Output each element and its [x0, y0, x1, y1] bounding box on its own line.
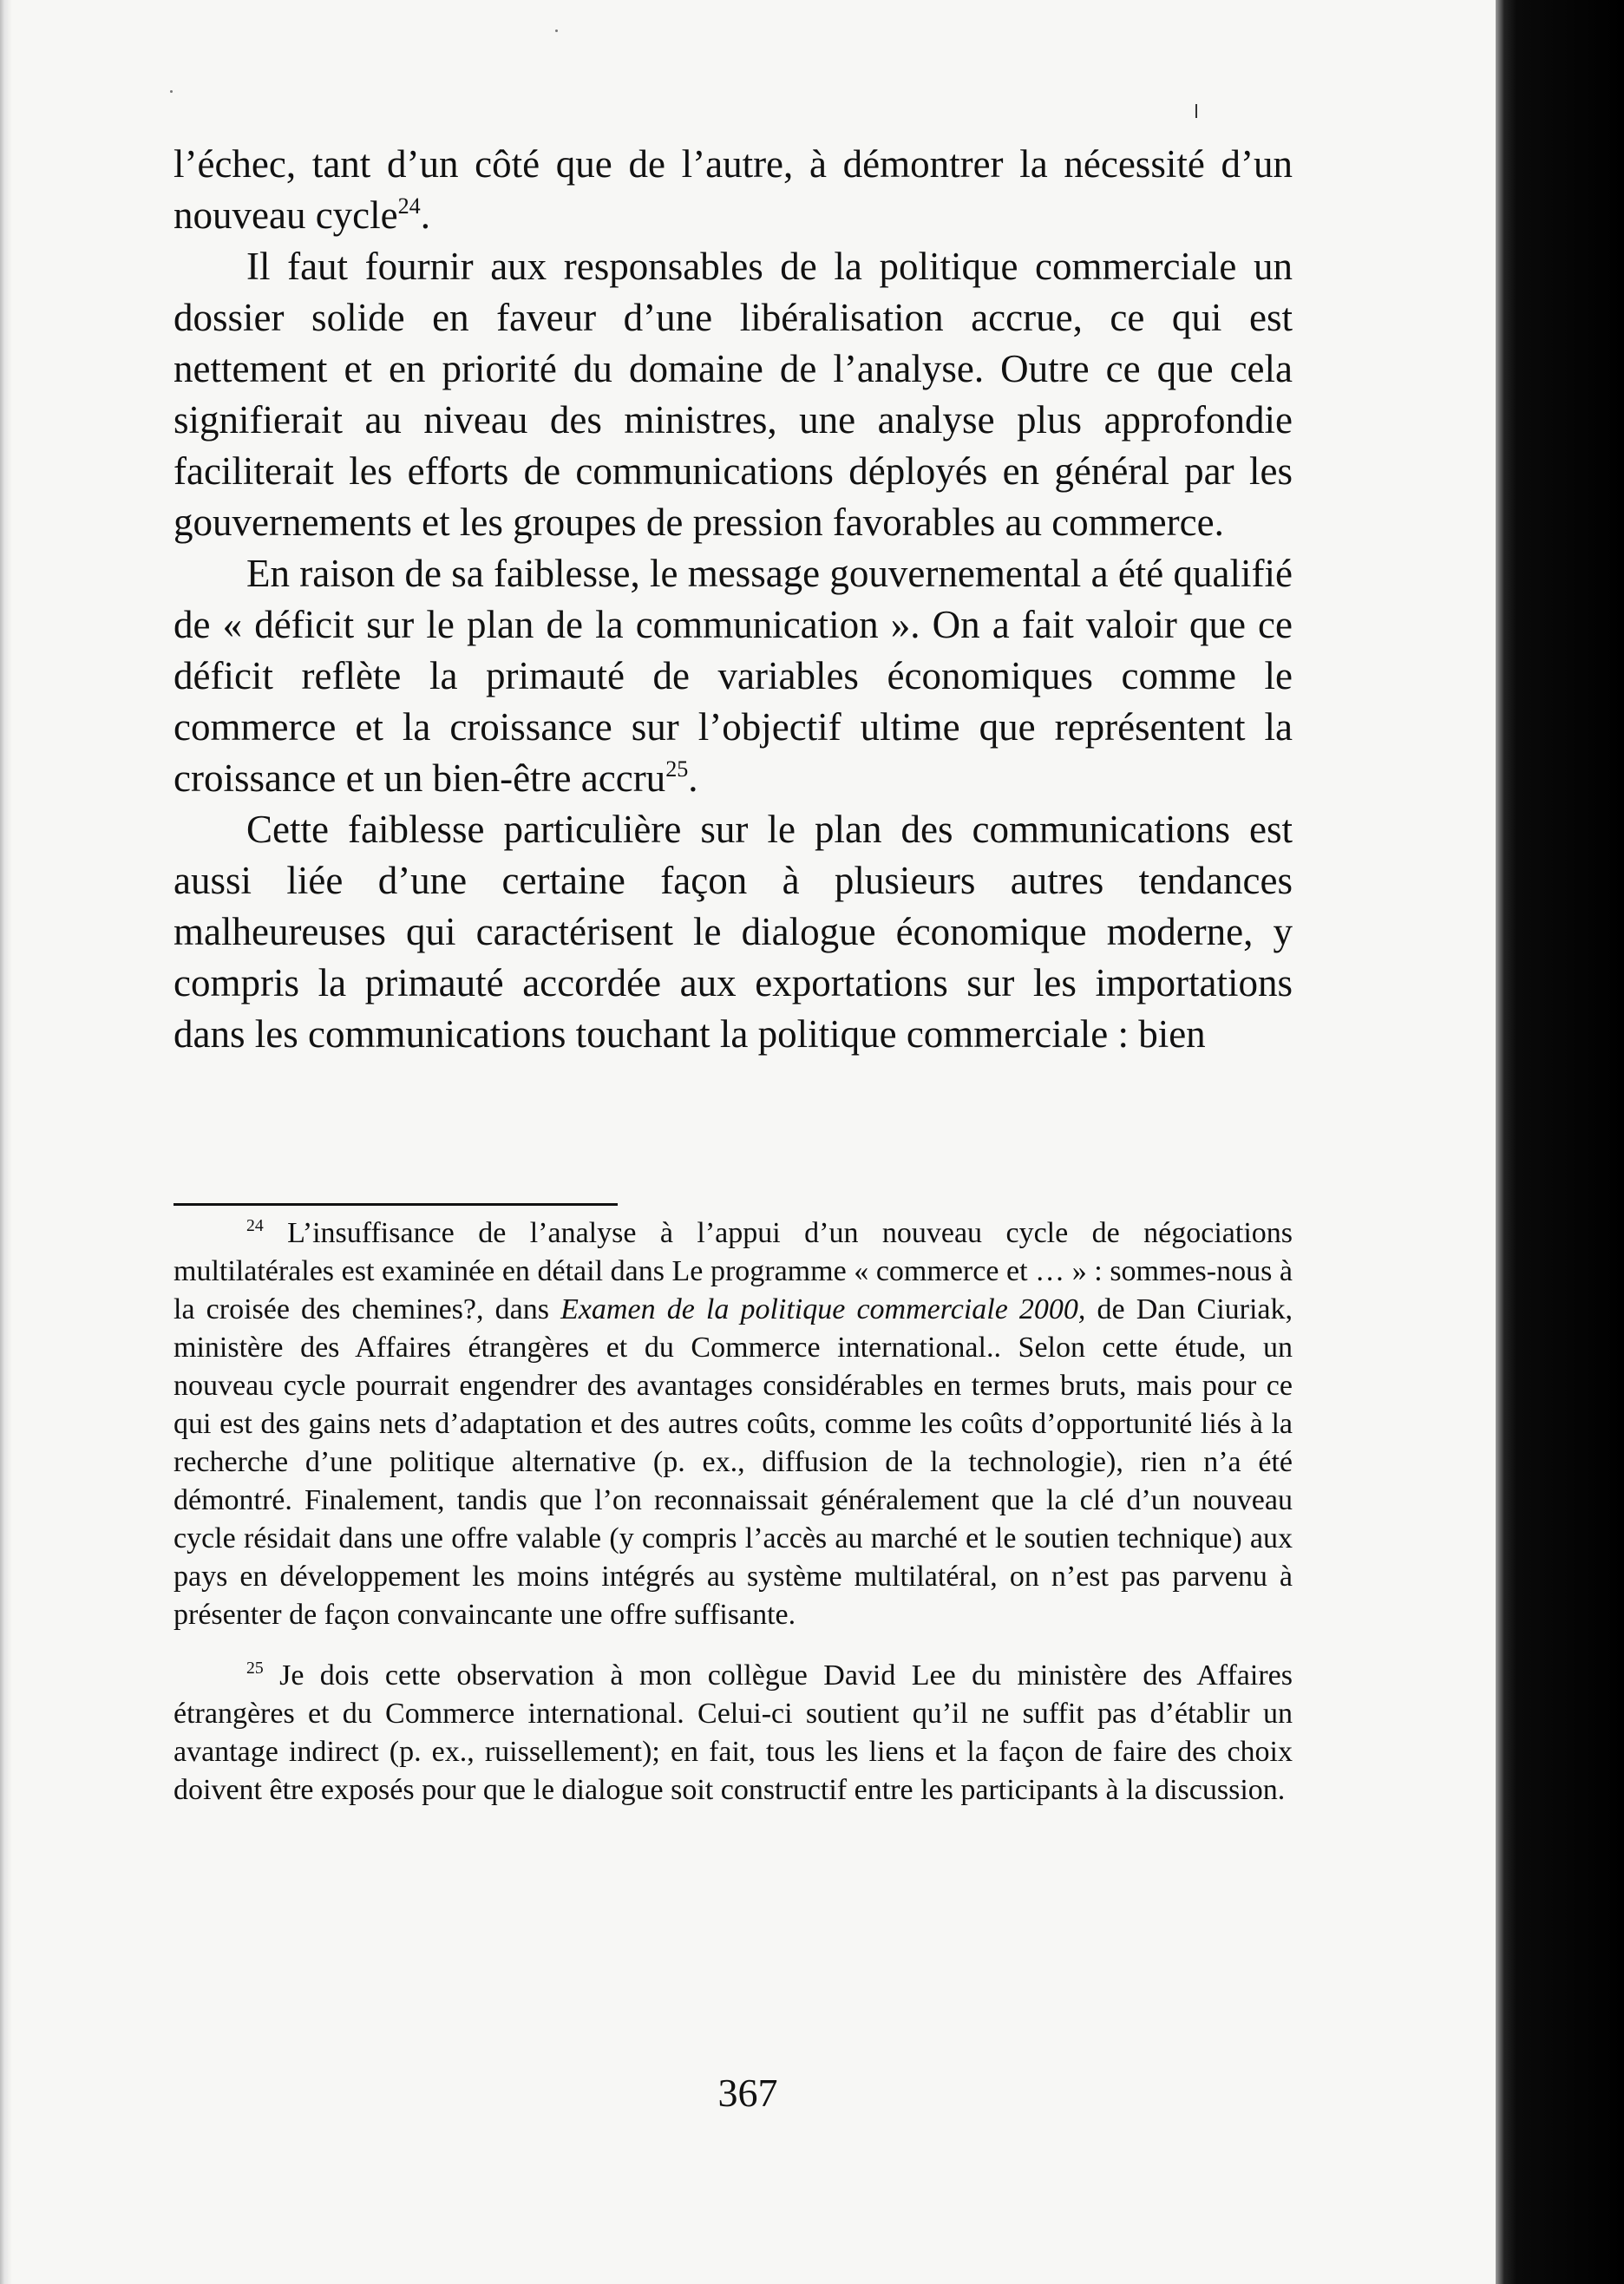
footnote-24-number: 24 [246, 1216, 264, 1236]
scan-left-edge [0, 0, 12, 2284]
paragraph-1 [174, 139, 1293, 241]
footnote-24-text-b: de Dan Ciuriak, ministère des Affaires étrangères et du Commerce international.. Selon cette étude, un nouveau cycle pourrait engendrer des avantages considérables en termes bruts, mais pour ce qui est des gains nets d’adaptation et des autres coûts, comme les coûts d’opportunité liés à la recherche d’une politique alternative (p. ex., diffusion de la technologie), rien n’a été démontré. Finalement, tandis que l’on reconnaissait généralement que la clé d’un nouveau cycle résidait dans une offre valable (y compris l’accès au marché et le soutien technique) aux pays en développement les moins intégrés au système multilatéral, on n’est pas parvenu à présenter de façon convaincante une offre suffisante. [174, 1293, 1293, 1631]
scan-speck [1195, 104, 1197, 118]
footnote-separator [174, 1203, 618, 1206]
footnotes [174, 1214, 1293, 1832]
paragraph-4: Cette faiblesse particulière sur le plan des communications est aussi liée d’une certaine façon à plusieurs autres tendances malheureuses qui caractérisent le dialogue économique moderne, y compris la primauté accordée aux exportations sur les importations dans les communications touchant la politique commerciale : bien [174, 808, 1293, 1056]
scan-speck [170, 90, 173, 93]
paragraph-3 [174, 548, 1293, 804]
footnote-24-title: Examen de la politique commerciale 2000, [560, 1293, 1086, 1325]
footnote-24 [174, 1214, 1293, 1634]
paragraph-1-end: . [420, 193, 430, 237]
paragraph-2: Il faut fournir aux responsables de la politique commerciale un dossier solide en faveur d’une libéralisation accrue, ce qui est nettement et en priorité du domaine de l’analyse. Outre ce que cela signifierait au niveau des ministres, une analyse plus approfondie faciliterait les efforts de communications déployés en général par les gouvernements et les groupes de pression favorables au commerce. [174, 245, 1293, 544]
footnote-25-text: Je dois cette observation à mon collègue David Lee du ministère des Affaires étrangères et du Commerce international. Celui-ci soutient qu’il ne suffit pas d’établir un avantage indirect (p. ex., ruissellement); en fait, tous les liens et la façon de faire des choix doivent être exposés pour que le dialogue soit constructif entre les participants à la discussion. [174, 1659, 1293, 1806]
footnote-25 [174, 1657, 1293, 1810]
page-number: 367 [717, 2071, 778, 2115]
paragraph-3-end: . [688, 756, 698, 800]
footnote-24-text-a: L’insuffisance de l’analyse à l’appui d’un nouveau cycle de négociations multilatérales est examinée en détail dans Le programme « commerce et … » : sommes-nous à la croisée des chemines?, dans [174, 1217, 1293, 1325]
footnote-ref-25[interactable]: 25 [665, 756, 689, 782]
scan-speck [555, 29, 558, 32]
paragraph-1-text: l’échec, tant d’un côté que de l’autre, à démontrer la nécessité d’un nouveau cycle [174, 142, 1293, 237]
footnote-ref-24[interactable]: 24 [397, 193, 421, 219]
scan-right-edge [1496, 0, 1624, 2284]
paragraph-3-text: En raison de sa faiblesse, le message gouvernemental a été qualifié de « déficit sur le plan de la communication ». On a fait valoir que ce déficit reflète la primauté de variables économiques comme le commerce et la croissance sur l’objectif ultime que représentent la croissance et un bien-être accru [174, 552, 1293, 800]
page-body [174, 139, 1293, 1060]
main-text [174, 139, 1293, 1060]
footnote-25-number: 25 [246, 1659, 264, 1679]
